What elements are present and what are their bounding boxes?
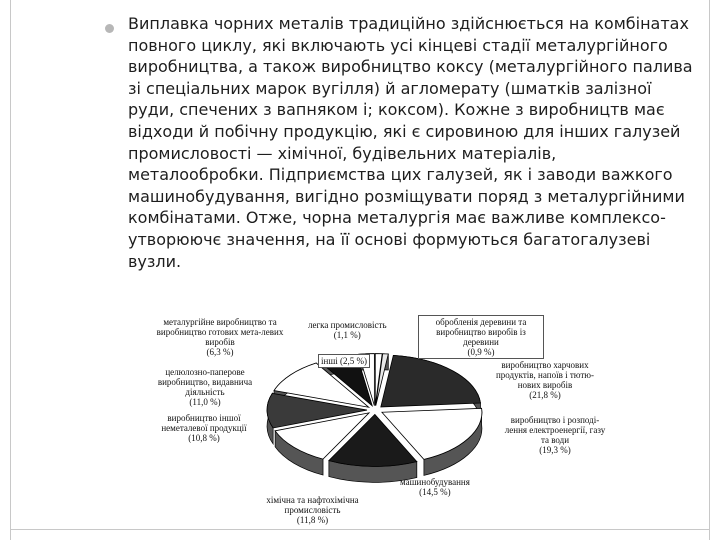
- label-light-industry: легка промисловість (1,1 %): [308, 320, 387, 340]
- bullet-icon: [105, 24, 114, 33]
- label-chemistry: хімічна та нафтохімічна промисловість (11,8 %): [266, 495, 359, 525]
- label-food: виробництво харчових продуктів, напоїв і тютю-нових виробів (21,8 %): [495, 360, 595, 400]
- label-machinery: машинобудування (14,5 %): [400, 477, 470, 497]
- label-wood: обробленія деревини та виробництво виробів із деревини (0,9 %): [418, 315, 544, 359]
- frame-line-right: [709, 0, 710, 540]
- frame-line-left: [10, 0, 11, 540]
- label-pulp-paper: целюлозно-паперове виробництво, видавнича діяльність (11,0 %): [157, 367, 253, 407]
- pie-chart: [156, 305, 610, 535]
- body-paragraph: Виплавка чорних металів традиційно здійснюється на комбінатах повного циклу, які включають усі кінцеві стадії металургійного виробництва, а також виробництво коксу (металургійного палива зі спеціальних марок вугілля) й агломерату (шматків залізної руди, спечених з вапняком і; коксом). Кожне з виробництв має відходи й побічну продукцію, які є сировиною для інших галузей промисловості — хімічної, будівельних матеріалів, металообробки. Підприємства цих галузей, як і заводи важкого машинобудування, вигідно розміщувати поряд з металургійними комбінатами. Отже, чорна металургія має важливе комплексо-утворюючє значення, на її основі формуються багатогалузеві вузли.: [128, 14, 693, 271]
- pie-slice-2: [381, 355, 481, 407]
- label-nonmetal: виробництво іншої неметалевої продукції (10,8 %): [161, 413, 247, 443]
- label-metallurgy: металургійне виробництво та виробництво готових мета-левих виробів (6,3 %): [156, 317, 284, 357]
- label-energy: виробництво і розподі-лення електроенергії, газу та води (19,3 %): [504, 415, 606, 455]
- label-other: інші (2,5 %): [318, 354, 370, 368]
